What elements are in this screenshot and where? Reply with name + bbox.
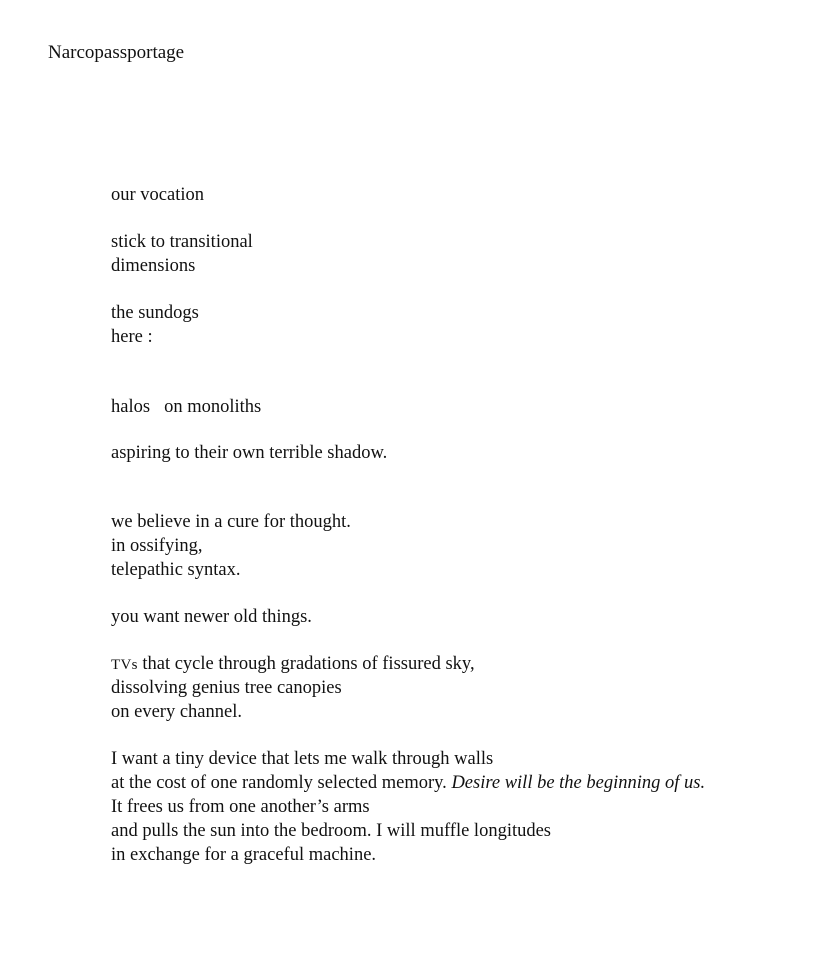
poem-line	[111, 395, 811, 419]
poem-line: It frees us from one another’s arms	[111, 797, 370, 817]
poem-line: in ossifying,	[111, 536, 203, 556]
stanza-3	[111, 301, 811, 349]
poem-line: we believe in a cure for thought.	[111, 512, 351, 532]
poem-fragment: on monoliths	[164, 397, 262, 417]
poem-line: I want a tiny device that lets me walk through walls	[111, 749, 494, 769]
stanza-1	[111, 183, 811, 207]
poem-line	[111, 652, 811, 676]
stanza-9	[111, 747, 811, 867]
stanza-6	[111, 510, 811, 582]
page-title: Narcopassportage	[48, 42, 185, 63]
poem-line: dimensions	[111, 256, 196, 276]
poem-line: aspiring to their own terrible shadow.	[111, 443, 388, 463]
poem-fragment: that cycle through gradations of fissured sky,	[137, 654, 475, 674]
poem-line: in exchange for a graceful machine.	[111, 845, 377, 865]
poem-line	[111, 771, 811, 795]
poem-line: our vocation	[111, 185, 204, 205]
italic-phrase: Desire will be the beginning of us.	[451, 773, 706, 793]
poem-line: stick to transitional	[111, 232, 253, 252]
poem-line: you want newer old things.	[111, 607, 312, 627]
poem-fragment: at the cost of one randomly selected memory.	[111, 773, 452, 793]
poem-line: and pulls the sun into the bedroom. I will muffle longitudes	[111, 821, 552, 841]
poem-line: dissolving genius tree canopies	[111, 678, 342, 698]
stanza-8	[111, 652, 811, 724]
poem-line: the sundogs	[111, 303, 199, 323]
small-caps-tvs: TVs	[111, 657, 138, 673]
poem-line: on every channel.	[111, 702, 242, 722]
stanza-5	[111, 441, 811, 465]
stanza-2	[111, 230, 811, 278]
stanza-7	[111, 605, 811, 629]
poem-line: telepathic syntax.	[111, 560, 241, 580]
stanza-4	[111, 395, 811, 419]
poem-line: here :	[111, 327, 153, 347]
poem-fragment: halos	[111, 397, 151, 417]
poem-body	[111, 183, 811, 867]
